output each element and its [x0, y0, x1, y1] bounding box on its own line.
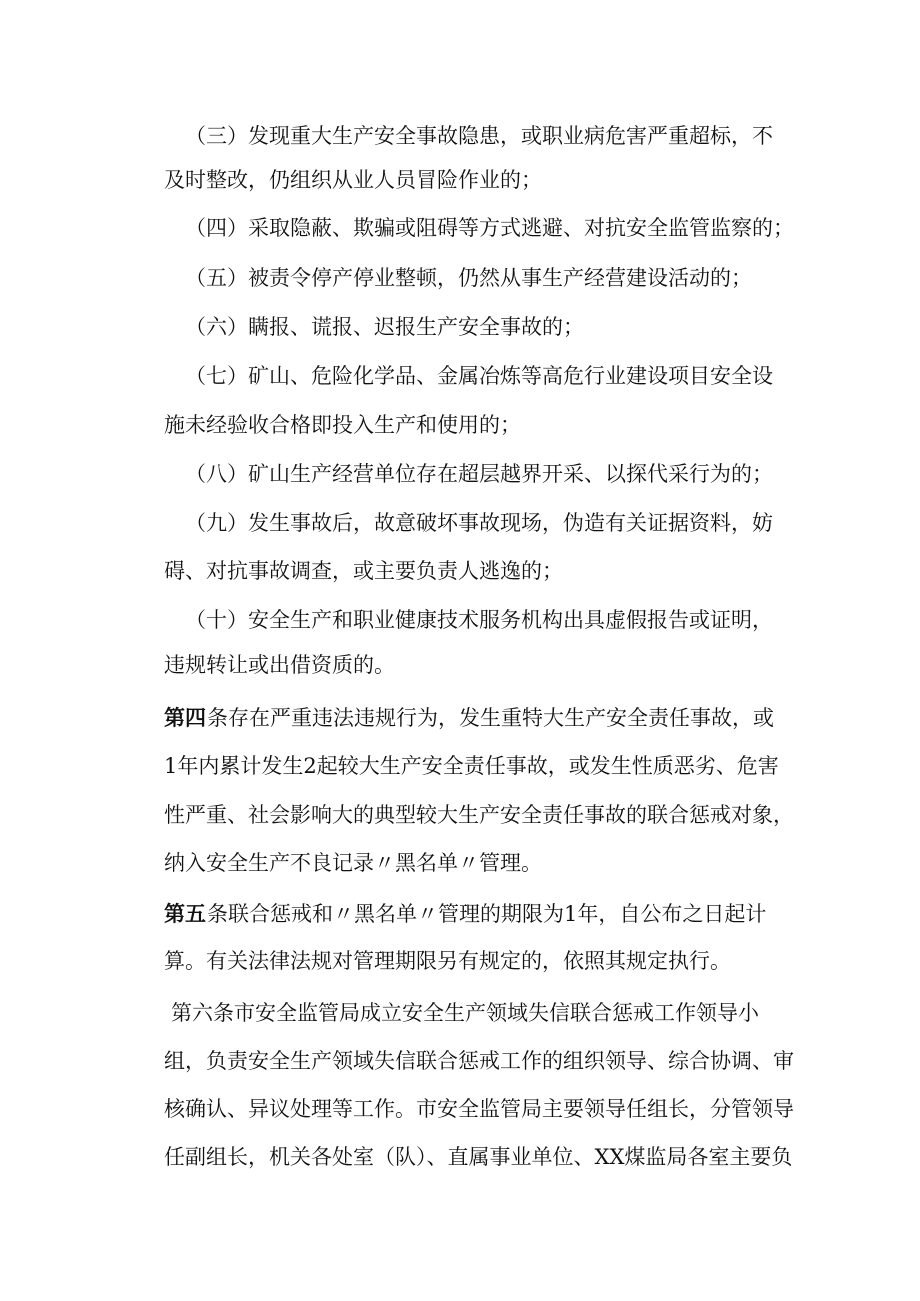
article-5-line-2: 算。有关法律法规对管理期限另有规定的，依照其规定执行。 [164, 949, 731, 973]
article-4-line-3: 性严重、社会影响大的典型较大生产安全责任事故的联合惩戒对象， [164, 803, 794, 827]
article-6-line-3: 核确认、异议处理等工作。市安全监管局主要领导任组长，分管领导 [164, 1097, 794, 1121]
article-4-line-4: 纳入安全生产不良记录〃黑名单〃管理。 [164, 851, 542, 875]
item-6: （六）瞒报、谎报、迟报生产安全事故的； [185, 315, 584, 339]
item-7-line-1: （七）矿山、危险化学品、金属冶炼等高危行业建设项目安全设 [185, 364, 773, 388]
article-5-line-1: 第五 条联合惩戒和〃黑名单〃管理的期限为1年，自公布之日起计 [0, 894, 920, 934]
article-6-line-2: 组，负责安全生产领域失信联合惩戒工作的组织领导、综合协调、审 [164, 1049, 794, 1073]
item-3-line-1: （三）发现重大生产安全事故隐患，或职业病危害严重超标，不 [185, 124, 773, 148]
item-3-line-2: 及时整改，仍组织从业人员冒险作业的； [164, 168, 542, 192]
item-7-line-2: 施未经验收合格即投入生产和使用的； [164, 413, 521, 437]
item-5: （五）被责令停产停业整顿，仍然从事生产经营建设活动的； [185, 266, 752, 290]
item-8: （八）矿山生产经营单位存在超层越界开采、以探代采行为的； [185, 462, 773, 486]
article-4-line-1: 第四 条存在严重违法违规行为，发生重特大生产安全责任事故，或 [0, 698, 920, 738]
item-9-line-2: 碍、对抗事故调查，或主要负责人逃逸的； [164, 559, 563, 583]
article-4-heading: 第四 [164, 705, 206, 730]
article-6-line-1: 第六条市安全监管局成立安全生产领域失信联合惩戒工作领导小 [171, 1001, 759, 1025]
article-4-line-2: 1年内累计发生2起较大生产安全责任事故，或发生性质恶劣、危害 [164, 754, 779, 778]
item-10-line-2: 违规转让或出借资质的。 [164, 653, 395, 677]
item-9-line-1: （九）发生事故后，故意破坏事故现场，伪造有关证据资料，妨 [185, 511, 773, 535]
item-10-line-1: （十）安全生产和职业健康技术服务机构出具虚假报告或证明， [185, 608, 773, 632]
article-6-line-4: 任副组长，机关各处室（队）、直属事业单位、XX煤监局各室主要负 [164, 1145, 793, 1169]
item-4: （四）采取隐蔽、欺骗或阻碍等方式逃避、对抗安全监管监察的； [185, 216, 794, 240]
article-5-heading: 第五 [164, 901, 206, 926]
